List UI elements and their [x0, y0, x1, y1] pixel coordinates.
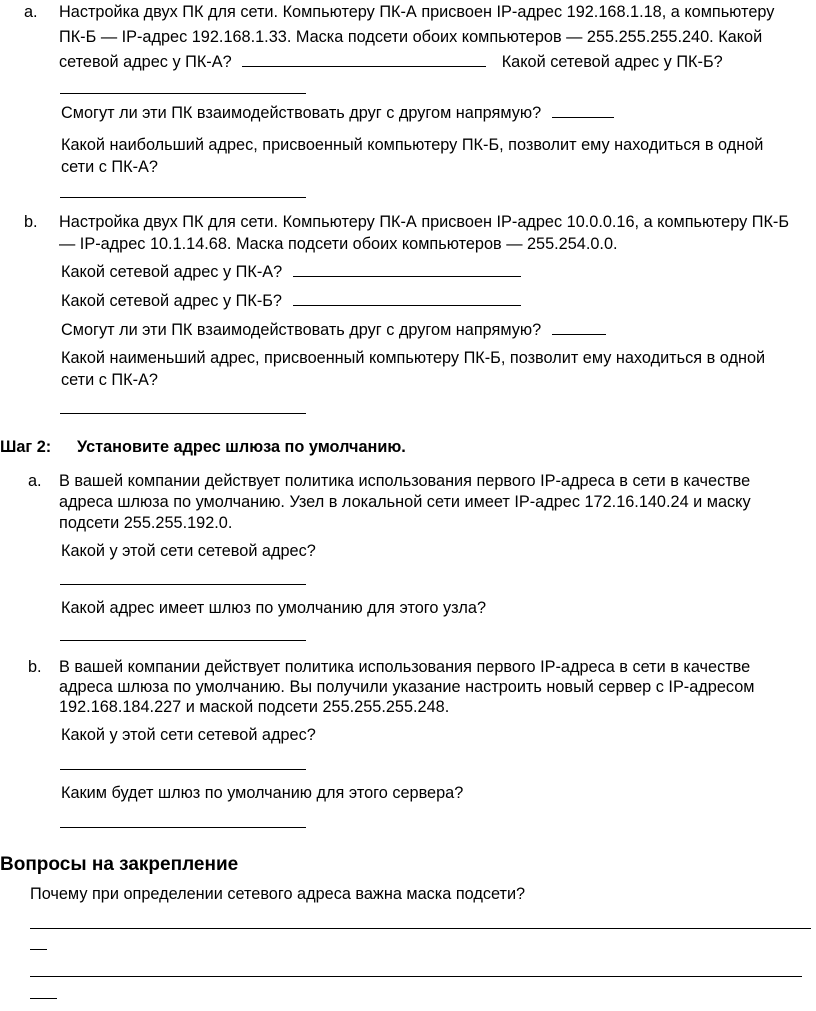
task-1a-q-max-line-2: сети с ПК-А? — [61, 158, 158, 176]
item-marker-1a: a. — [24, 3, 38, 21]
step-2-label: Шаг 2: — [0, 438, 52, 456]
task-2b-q2: Каким будет шлюз по умолчанию для этого сервера? — [61, 784, 464, 802]
task-1b-q-net-b: Какой сетевой адрес у ПК-Б? — [61, 292, 282, 310]
step-2-title: Установите адрес шлюза по умолчанию. — [77, 438, 406, 456]
answer-blank[interactable] — [60, 584, 306, 585]
task-2b-line-1: В вашей компании действует политика использования первого IP-адреса в сети в качестве — [59, 658, 751, 676]
task-1b-q-net-a: Какой сетевой адрес у ПК-А? — [61, 263, 283, 281]
task-1b-q-min-line-1: Какой наименьший адрес, присвоенный компьютеру ПК-Б, позволит ему находиться в одной — [61, 349, 766, 367]
answer-line-tail[interactable] — [30, 949, 47, 950]
review-question: Почему при определении сетевого адреса важна маска подсети? — [30, 885, 526, 903]
answer-line-tail[interactable] — [30, 998, 57, 999]
answer-blank[interactable] — [293, 291, 521, 306]
task-1b-q-net-a-row — [61, 262, 521, 282]
task-1b-line-1: Настройка двух ПК для сети. Компьютеру ПК-А присвоен IP-адрес 10.0.0.16, а компьютеру ПК-Б — [59, 213, 790, 231]
task-2b-line-2: адреса шлюза по умолчанию. Вы получили указание настроить новый сервер с IP-адресом — [59, 678, 755, 696]
task-2a-line-3: подсети 255.255.192.0. — [59, 514, 233, 532]
answer-line[interactable] — [30, 928, 811, 929]
task-1a-q-direct-row — [61, 103, 614, 123]
task-2b-line-3: 192.168.184.227 и маской подсети 255.255.255.248. — [59, 698, 450, 716]
answer-blank[interactable] — [242, 52, 486, 67]
item-marker-1b: b. — [24, 213, 38, 231]
answer-blank[interactable] — [293, 262, 521, 277]
answer-blank[interactable] — [60, 640, 306, 641]
task-1a-q-net-b: Какой сетевой адрес у ПК-Б? — [501, 53, 723, 71]
task-1b-q-net-b-row — [61, 291, 521, 311]
answer-blank[interactable] — [552, 320, 606, 335]
item-marker-2a: a. — [28, 472, 42, 490]
item-marker-2b: b. — [28, 658, 42, 676]
answer-blank[interactable] — [60, 93, 306, 94]
task-2a-line-2: адреса шлюза по умолчанию. Узел в локальной сети имеет IP-адрес 172.16.140.24 и маску — [59, 493, 751, 511]
answer-line[interactable] — [30, 976, 802, 977]
review-heading: Вопросы на закрепление — [0, 854, 239, 875]
answer-blank[interactable] — [60, 413, 306, 414]
task-1a-q-direct: Смогут ли эти ПК взаимодействовать друг с другом напрямую? — [61, 104, 542, 122]
answer-blank[interactable] — [60, 827, 306, 828]
answer-blank[interactable] — [60, 769, 306, 770]
answer-blank[interactable] — [552, 103, 614, 118]
task-1b-q-direct-row — [61, 320, 606, 340]
task-2b-q1: Какой у этой сети сетевой адрес? — [61, 726, 316, 744]
task-1b-q-direct: Смогут ли эти ПК взаимодействовать друг с другом напрямую? — [61, 321, 542, 339]
task-1a-q-max-line-1: Какой наибольший адрес, присвоенный компьютеру ПК-Б, позволит ему находиться в одной — [61, 136, 764, 154]
task-1a-q-net-a-row — [59, 52, 723, 72]
task-2a-line-1: В вашей компании действует политика использования первого IP-адреса в сети в качестве — [59, 472, 751, 490]
task-1a-q-net-a: сетевой адрес у ПК-А? — [59, 53, 232, 71]
task-1b-q-min-line-2: сети с ПК-А? — [61, 371, 158, 389]
answer-blank[interactable] — [60, 197, 306, 198]
task-2a-q1: Какой у этой сети сетевой адрес? — [61, 542, 316, 560]
task-1a-line-1: Настройка двух ПК для сети. Компьютеру ПК-А присвоен IP-адрес 192.168.1.18, а компьютеру — [59, 3, 775, 21]
task-1a-line-2: ПК-Б — IP-адрес 192.168.1.33. Маска подсети обоих компьютеров — 255.255.255.240. Какой — [59, 28, 763, 46]
task-2a-q2: Какой адрес имеет шлюз по умолчанию для этого узла? — [61, 599, 486, 617]
task-1b-line-2: — IP-адрес 10.1.14.68. Маска подсети обоих компьютеров — 255.254.0.0. — [59, 235, 618, 253]
